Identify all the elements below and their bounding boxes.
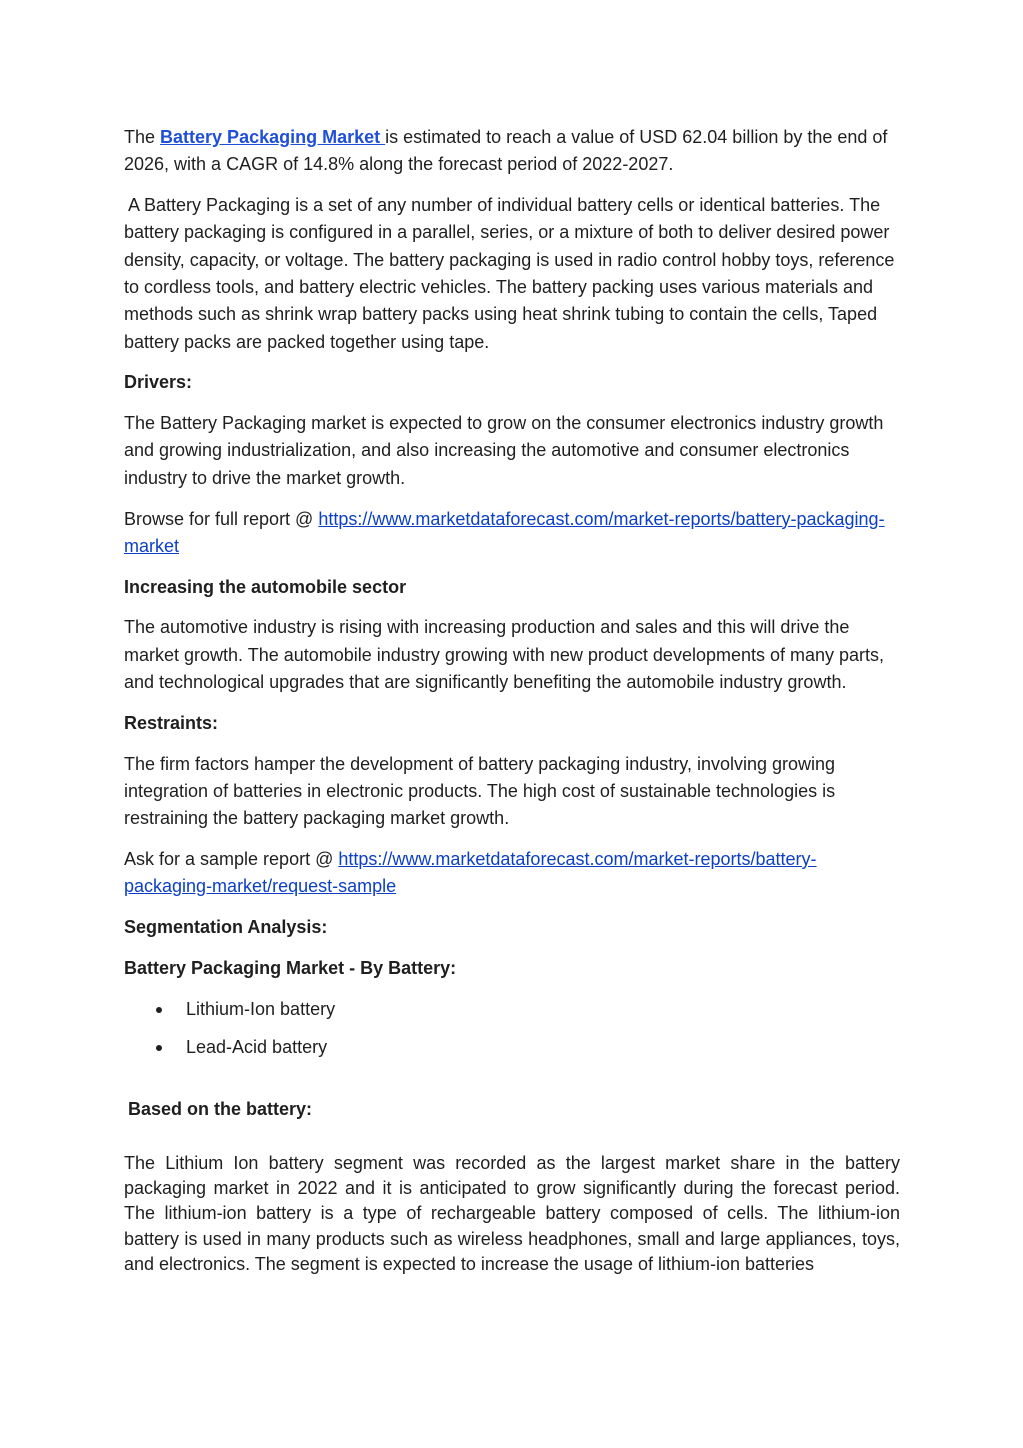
based-on-battery-heading: Based on the battery: bbox=[128, 1098, 313, 1119]
restraints-heading: Restraints: bbox=[124, 712, 219, 733]
by-battery-heading: Battery Packaging Market - By Battery: bbox=[124, 957, 457, 978]
battery-packaging-market-link[interactable]: Battery Packaging Market bbox=[160, 127, 386, 147]
full-report-link[interactable]: https://www.marketdataforecast.com/market-reports/battery-packaging-market bbox=[124, 508, 885, 556]
drivers-heading: Drivers: bbox=[124, 372, 193, 393]
automobile-heading: Increasing the automobile sector bbox=[124, 576, 407, 597]
definition-text: A Battery Packaging is a set of any number of individual battery cells or identical batteries. The battery packaging is configured in a parallel, series, or a mixture of both to deliver desired power density, capacity, or voltage. The battery packaging is used in radio control hobby toys, reference to cordless tools, and battery electric vehicles. The battery packing uses various materials and methods such as shrink wrap battery packs using heat shrink tubing to contain the cells, Taped battery packs are packed together using tape. bbox=[124, 195, 895, 352]
list-item-label: Lead-Acid battery bbox=[186, 1036, 328, 1057]
request-sample-link[interactable]: https://www.marketdataforecast.com/market-reports/battery-packaging-market/request-sample bbox=[124, 849, 817, 897]
bullet-icon bbox=[156, 1045, 162, 1051]
document-page bbox=[124, 124, 900, 1291]
list-item bbox=[124, 996, 900, 1034]
sample-label: Ask for a sample report @ bbox=[124, 849, 339, 870]
list-item-label: Lithium-Ion battery bbox=[186, 998, 336, 1019]
battery-type-list bbox=[124, 996, 900, 1072]
intro-post: is estimated to reach a value of USD 62.04 billion by the end of 2026, with a CAGR of 14.8% along the forecast period of 2022-2027. bbox=[124, 127, 888, 175]
browse-label: Browse for full report @ bbox=[124, 508, 319, 529]
drivers-paragraph: The Battery Packaging market is expected to grow on the consumer electronics industry growth and growing industrialization, and also increasing the automotive and consumer electronics industry to drive the market growth. bbox=[124, 413, 884, 488]
intro-pre: The bbox=[124, 127, 161, 147]
browse-paragraph bbox=[124, 506, 900, 561]
automobile-paragraph: The automotive industry is rising with increasing production and sales and this will drive the market growth. The automobile industry growing with new product developments of many parts, and technological upgrades that are significantly benefiting the automobile industry growth. bbox=[124, 617, 885, 693]
intro-paragraph bbox=[124, 124, 900, 179]
sample-paragraph bbox=[124, 846, 900, 901]
restraints-paragraph: The firm factors hamper the development of battery packaging industry, involving growing integration of batteries in electronic products. The high cost of sustainable technologies is restraining the battery packaging market growth. bbox=[124, 753, 836, 829]
list-item bbox=[124, 1034, 900, 1072]
segmentation-heading: Segmentation Analysis: bbox=[124, 917, 328, 938]
based-on-battery-paragraph: The Lithium Ion battery segment was recorded as the largest market share in the battery packaging market in 2022 and it is anticipated to grow significantly during the forecast period. The lithium-ion battery is a type of rechargeable battery composed of cells. The lithium-ion battery is used in many products such as wireless headphones, small and large appliances, toys, and electronics. The segment is expected to increase the usage of lithium-ion batteries bbox=[124, 1153, 900, 1274]
definition-paragraph bbox=[124, 192, 900, 356]
bullet-icon bbox=[156, 1007, 162, 1013]
